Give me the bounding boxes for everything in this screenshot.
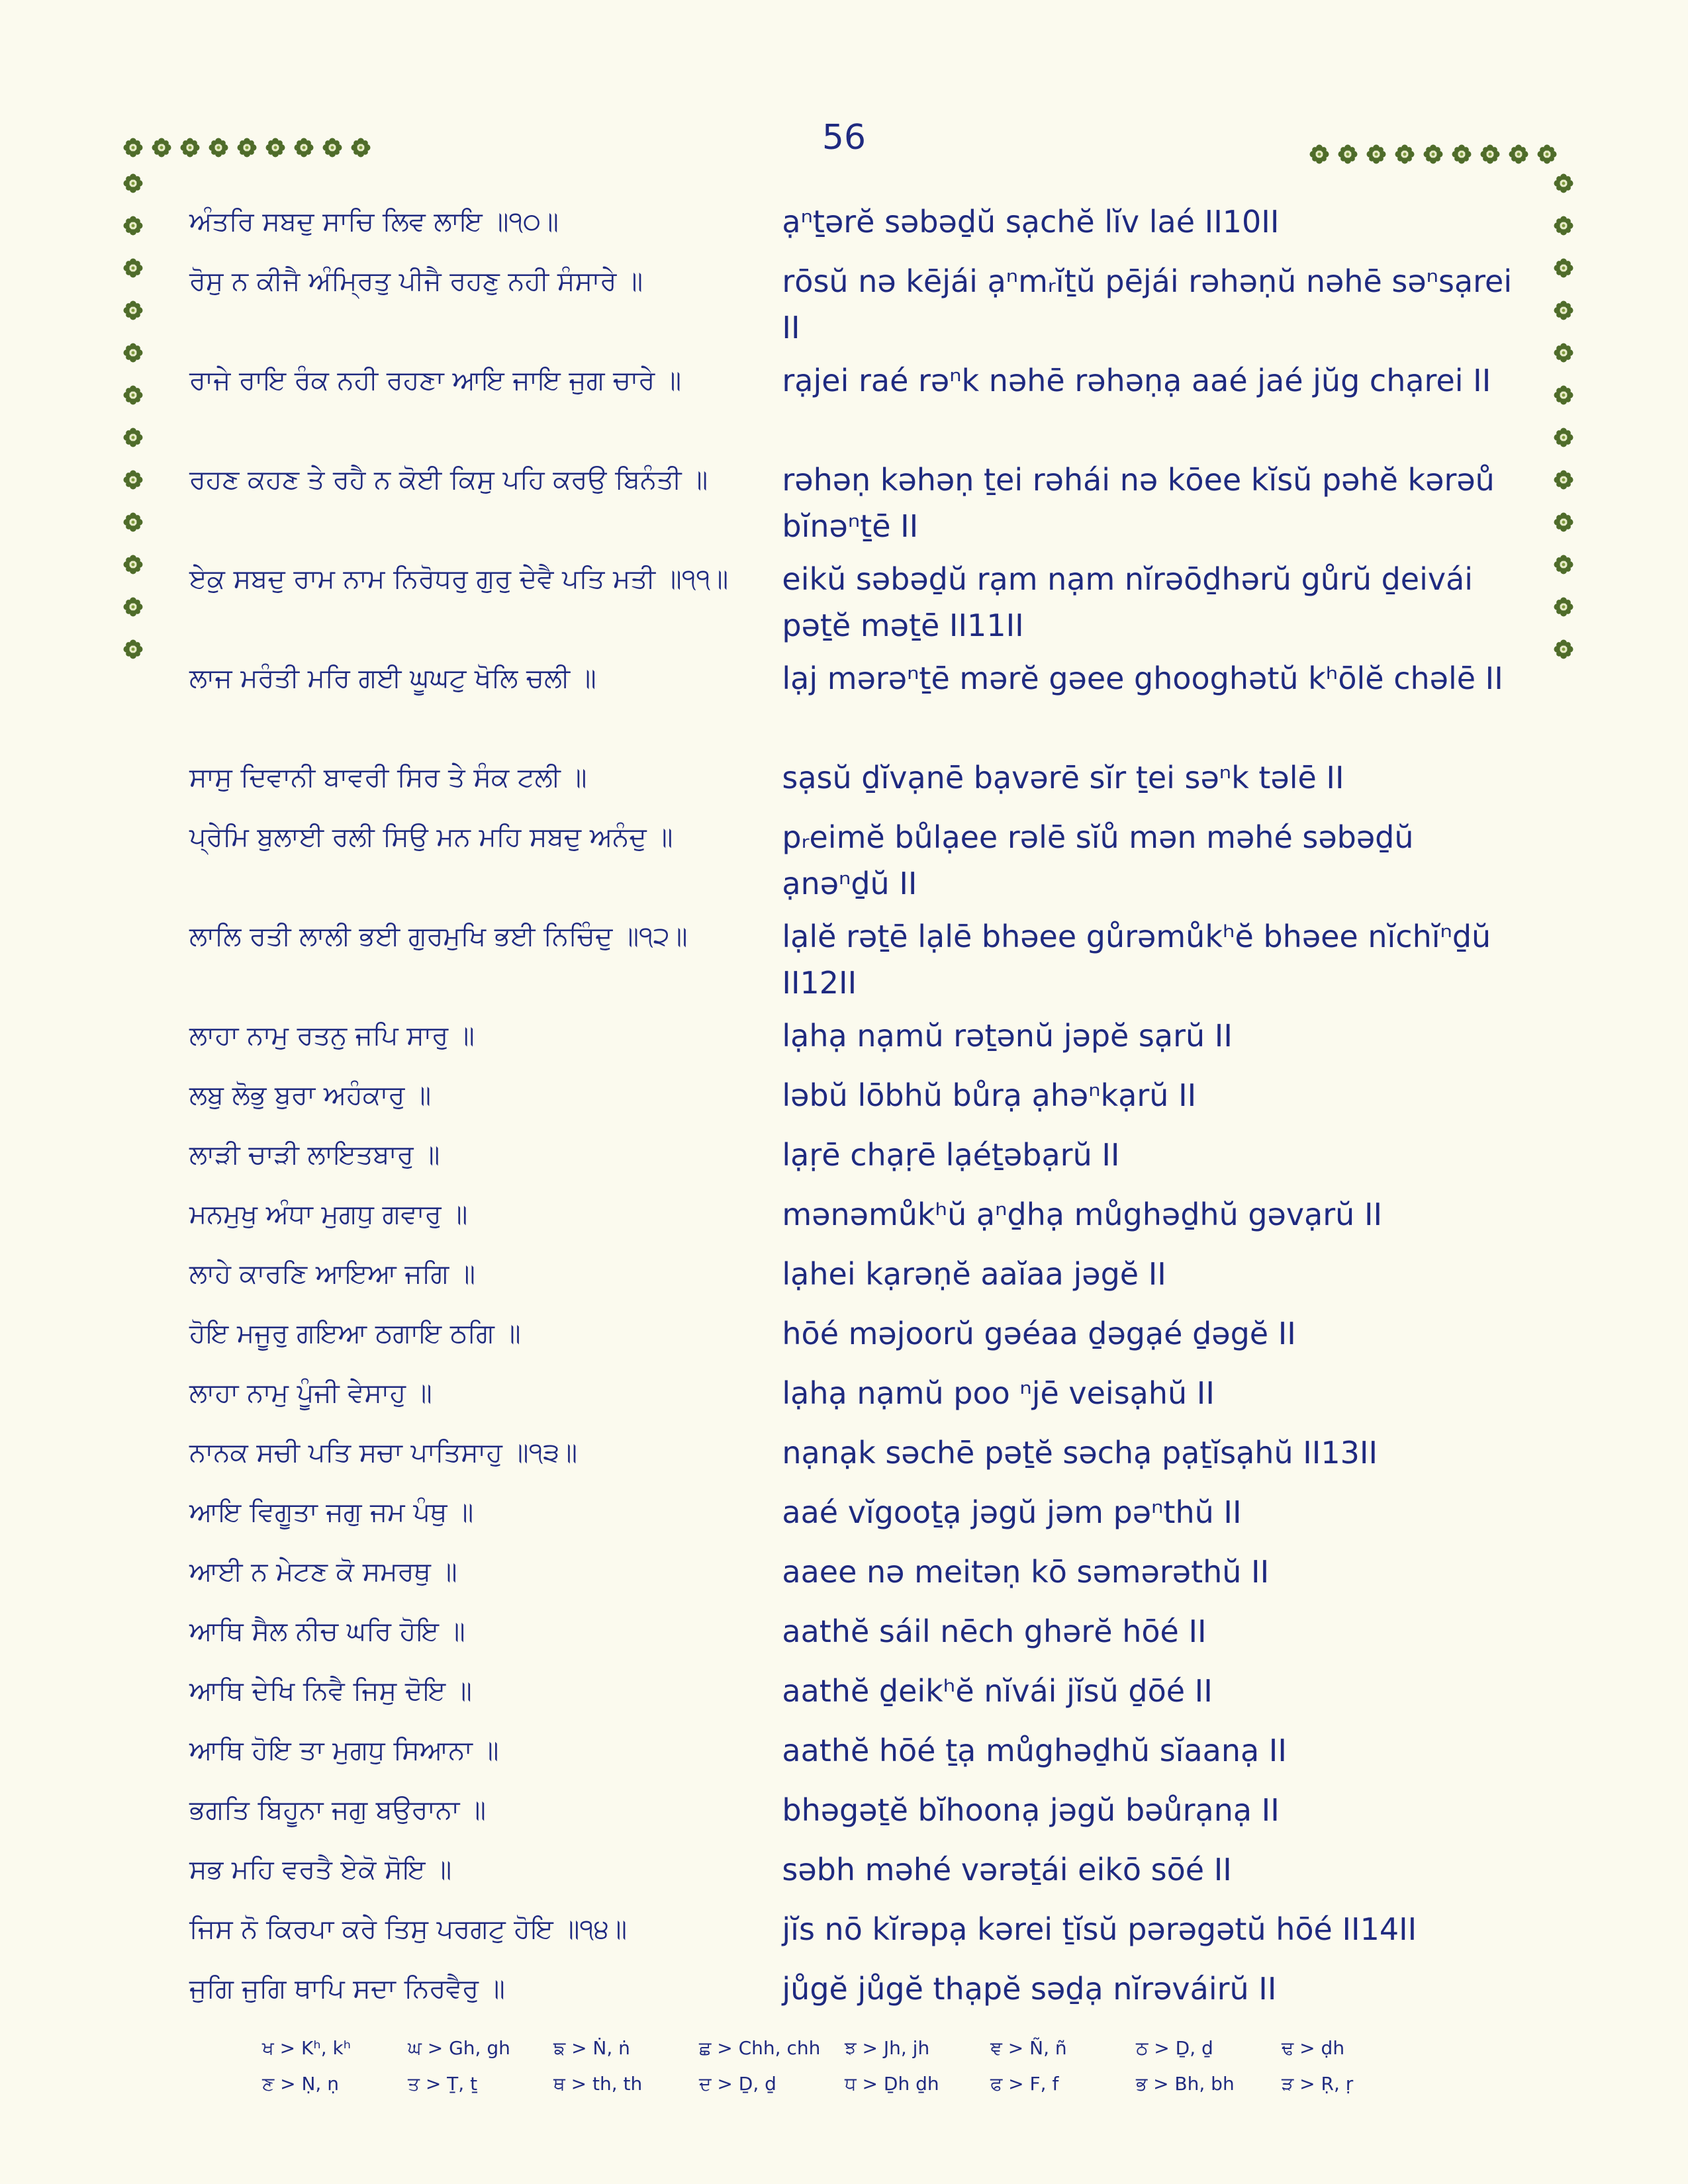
flower-icon — [123, 300, 143, 320]
flower-icon — [123, 470, 143, 490]
left-ornament-border — [123, 173, 143, 659]
flower-icon — [1537, 144, 1557, 164]
gurmukhi-text: ਹੋਇ ਮਜੂਰੁ ਗਇਆ ਠਗਾਇ ਠਗਿ ॥ — [189, 1318, 521, 1349]
gurmukhi-text: ਅੰਤਰਿ ਸਬਦੁ ਸਾਚਿ ਲਿਵ ਲਾਇ ॥੧੦॥ — [189, 206, 559, 237]
flower-icon — [123, 385, 143, 405]
gurmukhi-text: ਲਾਹੇ ਕਾਰਣਿ ਆਇਆ ਜਗਿ ॥ — [189, 1259, 475, 1289]
flower-icon — [1480, 144, 1500, 164]
verse-row — [189, 1906, 1513, 1966]
transliteration-text: mənəmůkʰŭ ạⁿḏhạ můghəḏhŭ gəvạrŭ II — [782, 1197, 1383, 1232]
flower-icon — [294, 138, 314, 158]
flower-icon — [1554, 470, 1573, 490]
gurmukhi-text: ਜੁਗਿ ਜੁਗਿ ਥਾਪਿ ਸਦਾ ਨਿਰਵੈਰੁ ॥ — [189, 1974, 505, 2004]
legend-item: ਘ > Gh, gh — [408, 2037, 510, 2059]
verse-row — [189, 1072, 1513, 1132]
verse-row — [189, 1489, 1513, 1549]
legend-item: ਣ > Ṇ, ṇ — [262, 2073, 339, 2095]
flower-icon — [1554, 555, 1573, 574]
gurmukhi-text: ਏਕੁ ਸਬਦੁ ਰਾਮ ਨਾਮ ਨਿਰੋਧਰੁ ਗੁਰੁ ਦੇਵੈ ਪਤਿ ਮਤੀ ॥੧੧॥ — [189, 564, 729, 594]
flower-icon — [209, 138, 228, 158]
flower-icon — [123, 258, 143, 278]
right-ornament-border — [1554, 173, 1573, 659]
gurmukhi-text: ਲਾਲਿ ਰਤੀ ਲਾਲੀ ਭਈ ਗੁਰਮੁਖਿ ਭਈ ਨਿਚਿੰਦੁ ॥੧੨॥ — [189, 921, 688, 952]
gurmukhi-text: ਰੋਸੁ ਨ ਕੀਜੈ ਅੰਮ੍ਰਿਤੁ ਪੀਜੈ ਰਹਣੁ ਨਹੀ ਸੰਸਾਰੇ ॥ — [189, 266, 643, 296]
legend-item: ਢ > ḍh — [1282, 2037, 1345, 2059]
verse-row — [189, 258, 1513, 357]
verse-table — [189, 199, 1513, 2025]
flower-icon — [1554, 428, 1573, 447]
gurmukhi-text: ਲਾਜ ਮਰੰਤੀ ਮਰਿ ਗਈ ਘੂਘਟੁ ਖੋਲਿ ਚਲੀ ॥ — [189, 663, 596, 694]
flower-icon — [1366, 144, 1386, 164]
transliteration-text: səbh məhé vərəṯái eikō sōé II — [782, 1852, 1232, 1888]
flower-icon — [1554, 300, 1573, 320]
gurmukhi-text: ਲਾਹਾ ਨਾਮੁ ਰਤਨੁ ਜਪਿ ਸਾਰੁ ॥ — [189, 1021, 475, 1051]
transliteration-text: bhəgəṯĕ bĭhoonạ jəgŭ bəůrạnạ II — [782, 1792, 1280, 1828]
transliteration-legend — [262, 2037, 1427, 2109]
verse-row — [189, 1013, 1513, 1072]
verse-row — [189, 1370, 1513, 1430]
legend-item: ਙ > Ṅ, ṅ — [553, 2037, 630, 2059]
transliteration-text: pᵣeimĕ bůlạee rəlē sĭů mən məhé səbəḏŭ ạnəⁿḏŭ II — [782, 819, 1414, 901]
legend-row — [262, 2073, 1427, 2109]
verse-row — [189, 357, 1513, 457]
flower-icon — [1554, 173, 1573, 193]
transliteration-text: aaé vĭgooṯạ jəgŭ jəm pəⁿthŭ II — [782, 1494, 1242, 1530]
flower-icon — [123, 173, 143, 193]
flower-icon — [123, 343, 143, 363]
legend-item: ਤ > Ṯ, ṯ — [408, 2073, 478, 2095]
gurmukhi-text: ਜਿਸ ਨੋ ਕਿਰਪਾ ਕਰੇ ਤਿਸੁ ਪਰਗਟੁ ਹੋਇ ॥੧੪॥ — [189, 1914, 628, 1944]
flower-icon — [123, 597, 143, 617]
flower-icon — [1554, 216, 1573, 236]
legend-item: ਝ > Jh, jh — [845, 2037, 930, 2059]
gurmukhi-text: ਭਗਤਿ ਬਿਹੂਨਾ ਜਗੁ ਬਉਰਾਨਾ ॥ — [189, 1795, 487, 1825]
transliteration-text: hōé məjoorŭ gəéaa ḏəgạé ḏəgĕ II — [782, 1316, 1296, 1351]
legend-item: ਧ > Ḏh ḏh — [845, 2073, 939, 2095]
legend-item: ਞ > Ñ, ñ — [990, 2037, 1067, 2059]
verse-row — [189, 1966, 1513, 2025]
transliteration-text: sạsŭ ḏĭvạnē bạvərē sĭr ṯei səⁿk təlē II — [782, 760, 1344, 796]
transliteration-text: aathĕ sáil nēch ghərĕ hōé II — [782, 1614, 1207, 1649]
gurmukhi-text: ਆਈ ਨ ਮੇਟਣ ਕੋ ਸਮਰਥੁ ॥ — [189, 1557, 457, 1587]
verse-row — [189, 814, 1513, 913]
transliteration-text: eikŭ səbəḏŭ rạm nạm nĭrəōḏhərŭ gůrŭ ḏeivái pəṯĕ məṯē II11II — [782, 561, 1474, 643]
verse-row — [189, 1430, 1513, 1489]
gurmukhi-text: ਸਭ ਮਹਿ ਵਰਤੈ ਏਕੋ ਸੋਇ ॥ — [189, 1854, 452, 1885]
verse-row — [189, 1727, 1513, 1787]
gurmukhi-text: ਆਇ ਵਿਗੂਤਾ ਜਗੁ ਜਮ ਪੰਥੁ ॥ — [189, 1497, 474, 1527]
verse-row — [189, 913, 1513, 1013]
transliteration-text: rəhəṇ kəhəṇ ṯei rəhái nə kōee kĭsŭ pəhĕ kərəů bĭnəⁿṯē II — [782, 462, 1495, 544]
gurmukhi-text: ਰਾਜੇ ਰਾਇ ਰੰਕ ਨਹੀ ਰਹਣਾ ਆਇ ਜਾਇ ਜੁਗ ਚਾਰੇ ॥ — [189, 365, 682, 396]
verse-row — [189, 1310, 1513, 1370]
top-left-ornament-border — [123, 138, 371, 158]
flower-icon — [1395, 144, 1415, 164]
top-right-ornament-border — [1309, 144, 1557, 164]
transliteration-text: lạhạ nạmŭ poo ⁿjē veisạhŭ II — [782, 1375, 1215, 1411]
legend-item: ਫ > F, f — [990, 2073, 1059, 2095]
transliteration-text: nạnạk səchē pəṯĕ səchạ pạṯĭsạhŭ II13II — [782, 1435, 1378, 1471]
gurmukhi-text: ਆਥਿ ਹੋਇ ਤਾ ਮੁਗਧੁ ਸਿਆਨਾ ॥ — [189, 1735, 499, 1766]
transliteration-text: jůgĕ jůgĕ thạpĕ səḏạ nĭrəváirŭ II — [782, 1971, 1277, 2007]
transliteration-text: lạlĕ rəṯē lạlē bhəee gůrəmůkʰĕ bhəee nĭchĭⁿḏŭ II12II — [782, 919, 1491, 1001]
legend-row — [262, 2037, 1427, 2073]
verse-row — [189, 1191, 1513, 1251]
legend-item: ਛ > Chh, chh — [699, 2037, 821, 2059]
flower-icon — [123, 428, 143, 447]
transliteration-text: rạjei raé rəⁿk nəhē rəhəṇạ aaé jaé jŭg chạrei II — [782, 363, 1491, 398]
flower-icon — [265, 138, 285, 158]
gurmukhi-text: ਰਹਣ ਕਹਣ ਤੇ ਰਹੈ ਨ ਕੋਈ ਕਿਸੁ ਪਹਿ ਕਰਉ ਬਿਨੰਤੀ ॥ — [189, 465, 708, 495]
flower-icon — [1554, 639, 1573, 659]
gurmukhi-text: ਆਥਿ ਦੇਖਿ ਨਿਵੈ ਜਿਸੁ ਦੋਇ ॥ — [189, 1676, 472, 1706]
flower-icon — [1452, 144, 1472, 164]
flower-icon — [152, 138, 171, 158]
verse-row — [189, 1132, 1513, 1191]
transliteration-text: aaee nə meitəṇ kō səmərəthŭ II — [782, 1554, 1270, 1590]
flower-icon — [1554, 597, 1573, 617]
gurmukhi-text: ਲਾੜੀ ਚਾੜੀ ਲਾਇਤਬਾਰੁ ॥ — [189, 1140, 440, 1170]
gurmukhi-text: ਮਨਮੁਖੁ ਅੰਧਾ ਮੁਗਧੁ ਗਵਾਰੁ ॥ — [189, 1199, 468, 1230]
legend-item: ੜ > Ṛ, ṛ — [1282, 2073, 1354, 2095]
gurmukhi-text: ਲਬੁ ਲੋਭੁ ਬੁਰਾ ਅਹੰਕਾਰੁ ॥ — [189, 1080, 432, 1111]
transliteration-text: ạⁿṯərĕ səbəḏŭ sạchĕ lĭv laé II10II — [782, 204, 1280, 240]
gurmukhi-text: ਲਾਹਾ ਨਾਮੁ ਪੂੰਜੀ ਵੇਸਾਹੁ ॥ — [189, 1378, 432, 1408]
verse-row — [189, 1251, 1513, 1310]
verse-row — [189, 754, 1513, 814]
gurmukhi-text: ਪ੍ਰੇਮਿ ਬੁਲਾਈ ਰਲੀ ਸਿਉ ਮਨ ਮਹਿ ਸਬਦੁ ਅਨੰਦੁ ॥ — [189, 822, 673, 852]
flower-icon — [237, 138, 257, 158]
transliteration-text: lạhạ nạmŭ rəṯənŭ jəpĕ sạrŭ II — [782, 1018, 1233, 1054]
flower-icon — [123, 555, 143, 574]
transliteration-text: jĭs nō kĭrəpạ kərei ṯĭsŭ pərəgətŭ hōé II14II — [782, 1911, 1417, 1947]
flower-icon — [123, 639, 143, 659]
transliteration-text: aathĕ ḏeikʰĕ nĭvái jĭsŭ ḏōé II — [782, 1673, 1213, 1709]
flower-icon — [1309, 144, 1329, 164]
transliteration-text: ləbŭ lōbhŭ bůrạ ạhəⁿkạrŭ II — [782, 1077, 1197, 1113]
transliteration-text: lạj mərəⁿṯē mərĕ gəee ghooghətŭ kʰōlĕ chəlē II — [782, 660, 1503, 696]
flower-icon — [1554, 385, 1573, 405]
transliteration-text: lạṛē chạṛē lạéṯəbạrŭ II — [782, 1137, 1120, 1173]
verse-row — [189, 1668, 1513, 1727]
flower-icon — [1509, 144, 1528, 164]
verse-row — [189, 1549, 1513, 1608]
flower-icon — [1554, 343, 1573, 363]
verse-row — [189, 1787, 1513, 1846]
gurmukhi-text: ਸਾਸੁ ਦਿਵਾਨੀ ਬਾਵਰੀ ਸਿਰ ਤੇ ਸੰਕ ਟਲੀ ॥ — [189, 762, 587, 793]
verse-row — [189, 1608, 1513, 1668]
flower-icon — [322, 138, 342, 158]
verse-row — [189, 556, 1513, 655]
flower-icon — [180, 138, 200, 158]
legend-item: ਭ > Bh, bh — [1136, 2073, 1235, 2095]
transliteration-text: aathĕ hōé ṯạ můghəḏhŭ sĭaanạ II — [782, 1733, 1287, 1768]
page-number: 56 — [821, 118, 867, 158]
verse-row — [189, 199, 1513, 258]
verse-row — [189, 655, 1513, 754]
flower-icon — [351, 138, 371, 158]
verse-row — [189, 1846, 1513, 1906]
legend-item: ਥ > th, th — [553, 2073, 643, 2095]
flower-icon — [1554, 512, 1573, 532]
verse-list — [189, 199, 1513, 2025]
legend-item: ਠ > Ḏ, ḏ — [1136, 2037, 1213, 2059]
transliteration-text: rōsŭ nə kējái ạⁿmᵣĭṯŭ pējái rəhəṇŭ nəhē səⁿsạrei II — [782, 263, 1513, 345]
legend-item: ਖ > Kʰ, kʰ — [262, 2037, 352, 2059]
flower-icon — [123, 138, 143, 158]
flower-icon — [1423, 144, 1443, 164]
legend-item: ਦ > Ḏ, ḏ — [699, 2073, 776, 2095]
transliteration-text: lạhei kạrəṇĕ aaĭaa jəgĕ II — [782, 1256, 1166, 1292]
flower-icon — [1338, 144, 1358, 164]
gurmukhi-text: ਆਥਿ ਸੈਲ ਨੀਚ ਘਰਿ ਹੋਇ ॥ — [189, 1616, 465, 1647]
verse-row — [189, 457, 1513, 556]
flower-icon — [123, 512, 143, 532]
flower-icon — [1554, 258, 1573, 278]
flower-icon — [123, 216, 143, 236]
gurmukhi-text: ਨਾਨਕ ਸਚੀ ਪਤਿ ਸਚਾ ਪਾਤਿਸਾਹੁ ॥੧੩॥ — [189, 1437, 578, 1468]
